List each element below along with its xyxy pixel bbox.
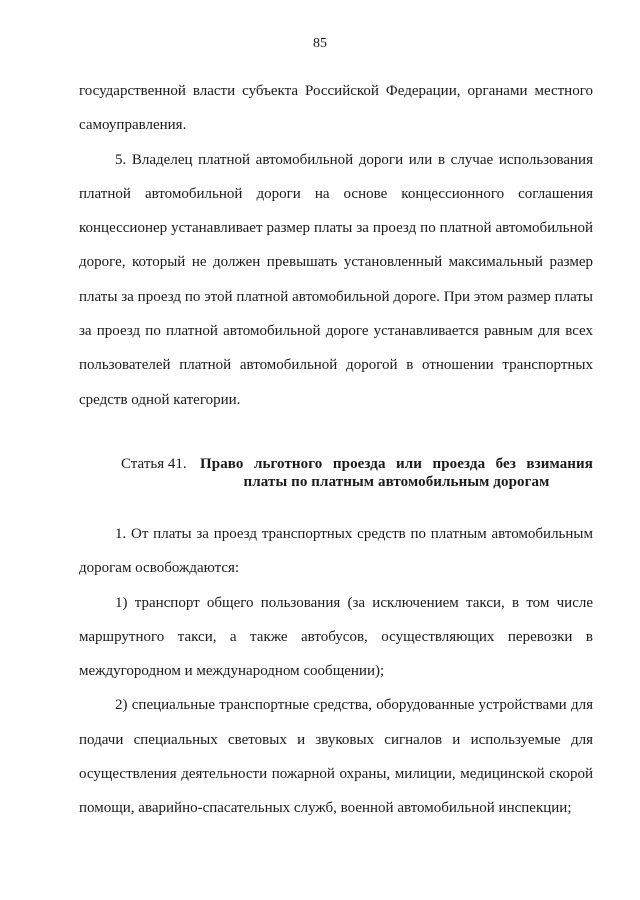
document-body-top [79,74,593,417]
page-number: 85 [313,36,327,51]
article-heading [121,455,593,491]
paragraph-clause-1: 1. От платы за проезд транспортных средств по платным автомобильным дорогам освобождаются: [79,526,593,577]
paragraph-item-5: 5. Владелец платной автомобильной дороги или в случае использования платной автомобильной дороги на основе концессионного соглашения концессионер устанавливает размер платы за проезд по платной автомобильной дороге, который не должен превышать установленный максимальный размер платы за проезд по этой платной автомобильной дороге. При этом размер платы за проезд по платной автомобильной дороге устанавливается равным для всех пользователей платной автомобильной дорогой в отношении транспортных средств одной категории. [79,151,593,408]
document-body-article [79,517,593,826]
paragraph-continuation: государственной власти субъекта Российской Федерации, органами местного самоуправления. [79,83,593,134]
article-title: Право льготного проезда или проезда без взимания платы по платным автомобильным дорогам [200,456,593,490]
paragraph-subclause-2: 2) специальные транспортные средства, оборудованные устройствами для подачи специальных световых и звуковых сигналов и используемые для осуществления деятельности пожарной охраны, милиции, медицинской скорой помощи, аварийно-спасательных служб, военной автомобильной инспекции; [79,697,593,817]
article-number: Статья 41. [121,456,187,472]
paragraph-subclause-1: 1) транспорт общего пользования (за исключением такси, в том числе маршрутного такси, а также автобусов, осуществляющих перевозки в междугородном и международном сообщении); [79,594,593,680]
